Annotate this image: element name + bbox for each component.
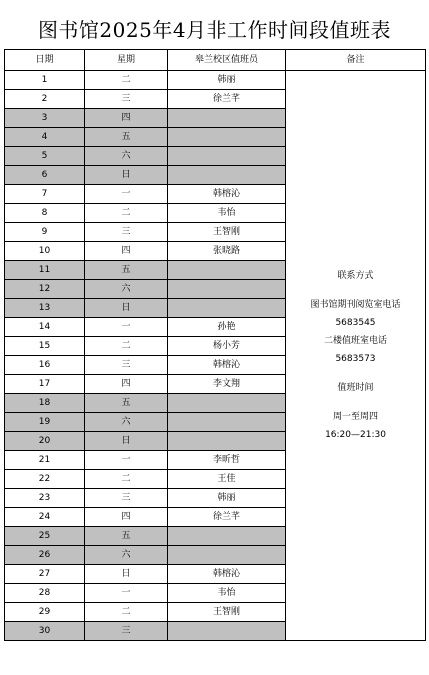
cell-weekday: 五 — [85, 394, 168, 413]
duty-days: 周一至周四 — [332, 412, 378, 422]
cell-duty-person: 韩丽 — [168, 489, 286, 508]
cell-duty-person — [168, 166, 286, 185]
cell-weekday: 三 — [85, 356, 168, 375]
cell-duty-person: 李昕哲 — [168, 451, 286, 470]
cell-date: 24 — [5, 508, 85, 527]
floor2-phone: 5683573 — [335, 354, 376, 364]
cell-weekday: 四 — [85, 508, 168, 527]
cell-duty-person — [168, 527, 286, 546]
note-block — [286, 267, 425, 444]
cell-date: 18 — [5, 394, 85, 413]
cell-weekday: 六 — [85, 413, 168, 432]
cell-weekday: 日 — [85, 432, 168, 451]
header-date: 日期 — [5, 50, 85, 71]
reading-room-phone: 5683545 — [335, 318, 376, 328]
cell-date: 12 — [5, 280, 85, 299]
floor2-label: 二楼值班室电话 — [323, 336, 387, 346]
cell-weekday: 二 — [85, 470, 168, 489]
cell-duty-person — [168, 261, 286, 280]
cell-duty-person: 韩榕沁 — [168, 356, 286, 375]
cell-weekday: 一 — [85, 451, 168, 470]
cell-weekday: 六 — [85, 546, 168, 565]
cell-date: 27 — [5, 565, 85, 584]
cell-weekday: 一 — [85, 584, 168, 603]
header-note: 备注 — [286, 50, 426, 71]
cell-date: 1 — [5, 71, 85, 90]
cell-weekday: 三 — [85, 90, 168, 109]
cell-weekday: 四 — [85, 375, 168, 394]
cell-weekday: 三 — [85, 622, 168, 641]
cell-date: 29 — [5, 603, 85, 622]
cell-duty-person: 王佳 — [168, 470, 286, 489]
cell-duty-person: 孙艳 — [168, 318, 286, 337]
cell-date: 16 — [5, 356, 85, 375]
cell-weekday: 四 — [85, 242, 168, 261]
cell-date: 8 — [5, 204, 85, 223]
cell-date: 19 — [5, 413, 85, 432]
cell-weekday: 五 — [85, 128, 168, 147]
cell-date: 23 — [5, 489, 85, 508]
cell-date: 11 — [5, 261, 85, 280]
cell-date: 20 — [5, 432, 85, 451]
cell-duty-person — [168, 299, 286, 318]
cell-weekday: 五 — [85, 527, 168, 546]
cell-weekday: 六 — [85, 280, 168, 299]
table-row — [5, 71, 426, 90]
cell-date: 5 — [5, 147, 85, 166]
cell-duty-person — [168, 622, 286, 641]
cell-date: 6 — [5, 166, 85, 185]
cell-duty-person: 王智刚 — [168, 223, 286, 242]
cell-duty-person: 杨小芳 — [168, 337, 286, 356]
cell-duty-person — [168, 147, 286, 166]
cell-weekday: 二 — [85, 337, 168, 356]
cell-weekday: 一 — [85, 185, 168, 204]
cell-date: 25 — [5, 527, 85, 546]
cell-duty-person: 韦怡 — [168, 204, 286, 223]
page-title: 图书馆2025年4月非工作时间段值班表 — [37, 17, 392, 42]
cell-weekday: 日 — [85, 299, 168, 318]
cell-duty-person — [168, 128, 286, 147]
cell-duty-person — [168, 280, 286, 299]
cell-duty-person: 韩榕沁 — [168, 565, 286, 584]
cell-date: 10 — [5, 242, 85, 261]
cell-date: 28 — [5, 584, 85, 603]
cell-date: 15 — [5, 337, 85, 356]
duty-time-heading: 值班时间 — [337, 383, 374, 393]
cell-date: 30 — [5, 622, 85, 641]
cell-weekday: 四 — [85, 109, 168, 128]
cell-date: 7 — [5, 185, 85, 204]
cell-duty-person — [168, 109, 286, 128]
duty-roster-table — [4, 49, 426, 641]
cell-date: 4 — [5, 128, 85, 147]
cell-weekday: 二 — [85, 603, 168, 622]
cell-duty-person: 李文翔 — [168, 375, 286, 394]
cell-weekday: 日 — [85, 565, 168, 584]
cell-duty-person — [168, 413, 286, 432]
cell-duty-person: 韩丽 — [168, 71, 286, 90]
cell-weekday: 三 — [85, 489, 168, 508]
header-row — [5, 50, 426, 71]
cell-date: 22 — [5, 470, 85, 489]
cell-weekday: 三 — [85, 223, 168, 242]
cell-date: 26 — [5, 546, 85, 565]
duty-hours: 16:20—21:30 — [325, 430, 386, 440]
cell-duty-person: 王智刚 — [168, 603, 286, 622]
cell-duty-person: 徐兰芊 — [168, 508, 286, 527]
cell-duty-person — [168, 432, 286, 451]
cell-duty-person: 张晓路 — [168, 242, 286, 261]
contact-heading: 联系方式 — [337, 271, 374, 281]
roster-body — [5, 71, 426, 641]
cell-weekday: 一 — [85, 318, 168, 337]
header-weekday: 星期 — [85, 50, 168, 71]
note-cell — [286, 71, 426, 641]
cell-duty-person — [168, 394, 286, 413]
cell-date: 3 — [5, 109, 85, 128]
cell-date: 14 — [5, 318, 85, 337]
cell-date: 21 — [5, 451, 85, 470]
cell-date: 13 — [5, 299, 85, 318]
cell-date: 2 — [5, 90, 85, 109]
cell-duty-person — [168, 546, 286, 565]
cell-date: 17 — [5, 375, 85, 394]
cell-duty-person: 徐兰芊 — [168, 90, 286, 109]
reading-room-label: 图书馆期刊阅览室电话 — [310, 300, 401, 310]
header-duty: 皋兰校区值班员 — [168, 50, 286, 71]
cell-weekday: 六 — [85, 147, 168, 166]
cell-weekday: 日 — [85, 166, 168, 185]
cell-date: 9 — [5, 223, 85, 242]
cell-weekday: 二 — [85, 71, 168, 90]
cell-duty-person: 韦怡 — [168, 584, 286, 603]
cell-weekday: 五 — [85, 261, 168, 280]
cell-weekday: 二 — [85, 204, 168, 223]
cell-duty-person: 韩榕沁 — [168, 185, 286, 204]
